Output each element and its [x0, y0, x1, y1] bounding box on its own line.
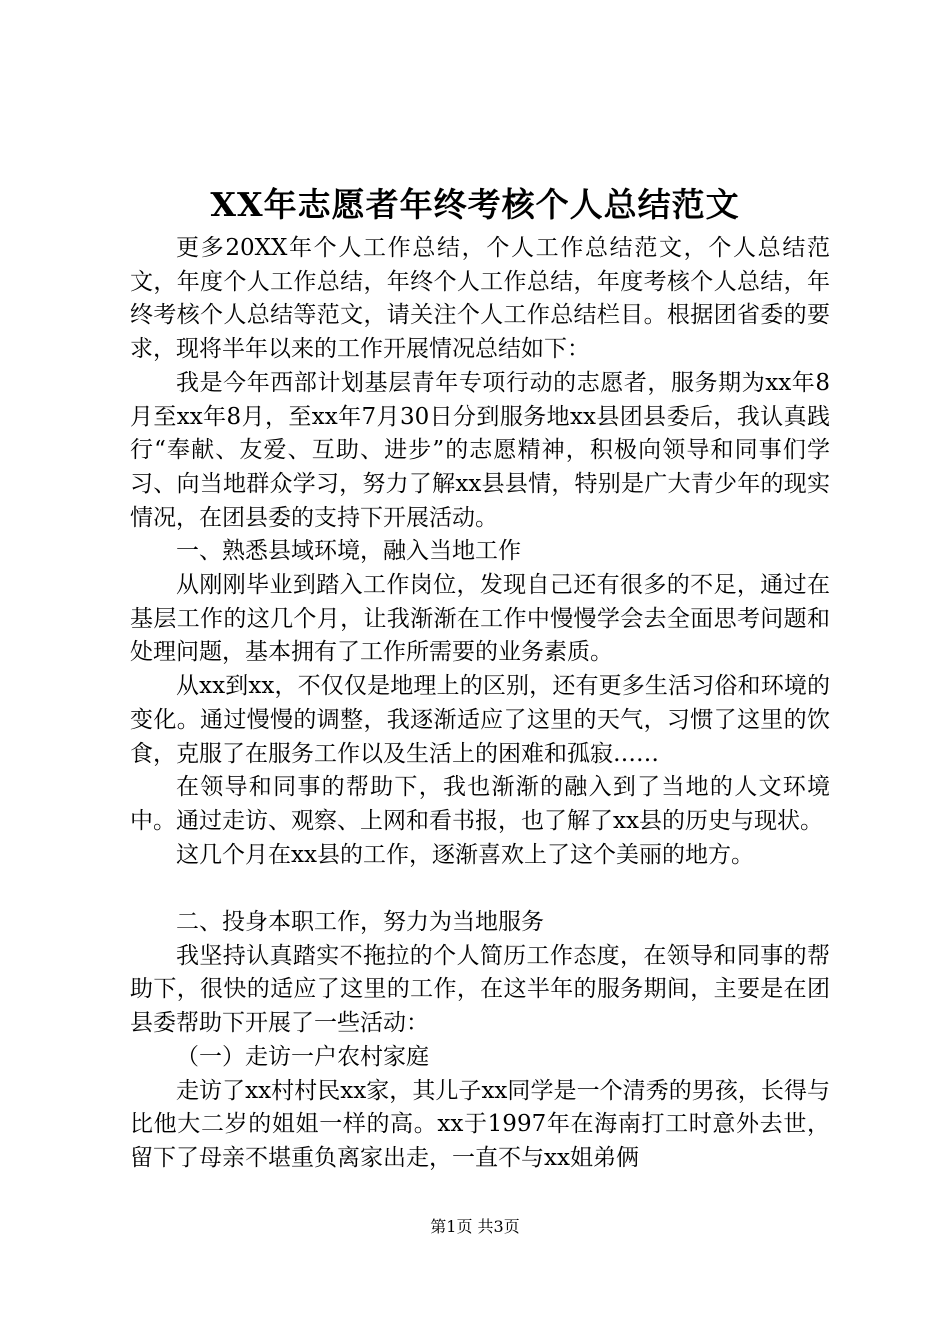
page-footer: 第1页 共3页 [430, 1217, 520, 1236]
paragraph-visit: 走访了xx村村民xx家，其儿子xx同学是一个清秀的男孩，长得与比他大二岁的姐姐一样的高。xx于1997年在海南打工时意外去世，留下了母亲不堪重负离家出走，一直不与xx姐弟俩 [130, 1077, 830, 1171]
paragraph-county-work: 这几个月在xx县的工作，逐渐喜欢上了这个美丽的地方。 [176, 841, 754, 868]
subsection-heading-1: （一）走访一户农村家庭 [176, 1043, 429, 1070]
document-title: XX年志愿者年终考核个人总结范文 [210, 185, 740, 224]
paragraph-spacer [130, 872, 830, 906]
paragraph-environment: 从xx到xx，不仅仅是地理上的区别，还有更多生活习俗和环境的变化。通过慢慢的调整，我逐渐适应了这里的天气，习惯了这里的饮食，克服了在服务工作以及生活上的困难和孤寂…… [130, 673, 830, 767]
paragraph-graduation: 从刚刚毕业到踏入工作岗位，发现自己还有很多的不足，通过在基层工作的这几个月，让我渐渐在工作中慢慢学会去全面思考问题和处理问题，基本拥有了工作所需要的业务素质。 [130, 572, 830, 666]
paragraph-intro: 更多20XX年个人工作总结，个人工作总结范文，个人总结范文，年度个人工作总结，年终个人工作总结，年度考核个人总结，年终考核个人总结等范文，请关注个人工作总结栏目。根据团省委的要求，现将半年以来的工作开展情况总结如下： [130, 235, 830, 363]
paragraph-culture: 在领导和同事的帮助下，我也渐渐的融入到了当地的人文环境中。通过走访、观察、上网和看书报，也了解了xx县的历史与现状。 [130, 774, 830, 834]
document-body [130, 232, 830, 1176]
section-heading-1: 一、熟悉县域环境，融入当地工作 [176, 538, 521, 565]
paragraph-volunteer: 我是今年西部计划基层青年专项行动的志愿者，服务期为xx年8月至xx年8月，至xx年7月30日分到服务地xx县团县委后，我认真践行“奉献、友爱、互助、进步”的志愿精神，积极向领导和同事们学习、向当地群众学习，努力了解xx县县情，特别是广大青少年的现实情况，在团县委的支持下开展活动。 [130, 369, 830, 531]
section-heading-2: 二、投身本职工作，努力为当地服务 [176, 909, 544, 936]
paragraph-attitude: 我坚持认真踏实不拖拉的个人简历工作态度，在领导和同事的帮助下，很快的适应了这里的工作，在这半年的服务期间，主要是在团县委帮助下开展了一些活动： [130, 942, 830, 1037]
